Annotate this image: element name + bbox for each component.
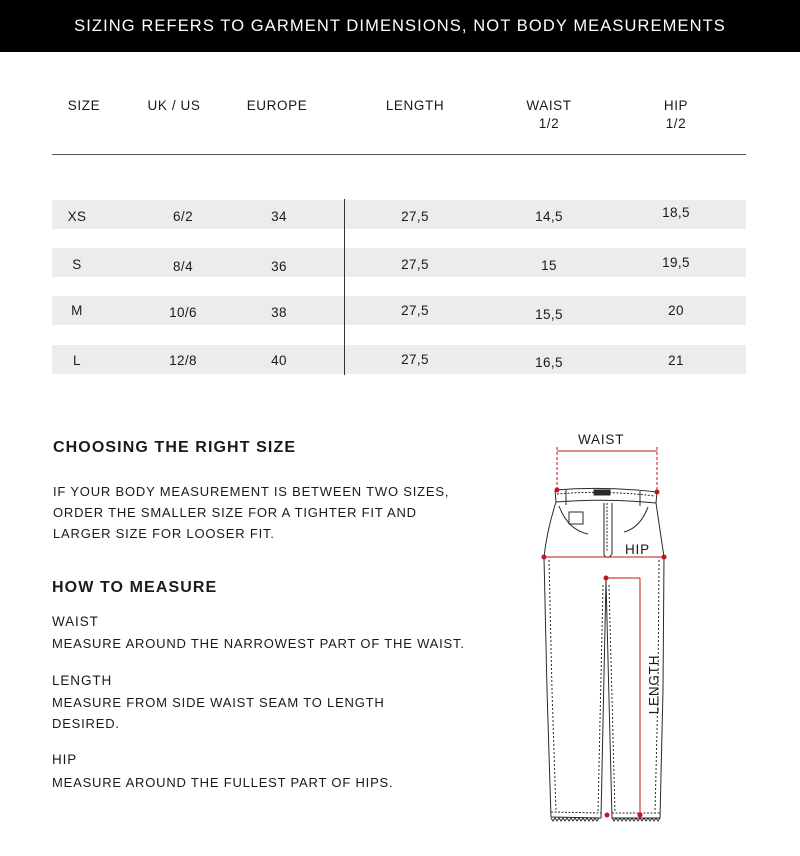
cell-size: L	[73, 353, 81, 368]
cell-ukus: 10/6	[169, 305, 197, 320]
header-hip	[636, 97, 716, 133]
cell-hip: 18,5	[662, 205, 690, 220]
header-waist	[509, 97, 589, 133]
cell-size: M	[71, 303, 83, 318]
cell-length: 27,5	[401, 257, 429, 272]
header-europe-label: EUROPE	[246, 98, 308, 113]
header-size	[58, 97, 110, 115]
length-heading: LENGTH	[52, 673, 113, 688]
header-waist-label: WAIST	[526, 98, 572, 113]
header-waist-sub: 1/2	[538, 116, 560, 131]
cell-hip: 21	[668, 353, 684, 368]
diagram-waist-label: WAIST	[578, 432, 625, 447]
page-banner: SIZING REFERS TO GARMENT DIMENSIONS, NOT BODY MEASUREMENTS	[0, 0, 800, 52]
cell-waist: 15	[541, 258, 557, 273]
hip-line: MEASURE AROUND THE FULLEST PART OF HIPS.	[52, 775, 394, 790]
cell-europe: 40	[271, 353, 287, 368]
choosing-line: IF YOUR BODY MEASUREMENT IS BETWEEN TWO SIZES,	[53, 484, 450, 499]
choosing-line: LARGER SIZE FOR LOOSER FIT.	[53, 526, 275, 541]
cell-waist: 15,5	[535, 307, 563, 322]
cell-europe: 36	[271, 259, 287, 274]
cell-size: XS	[67, 209, 87, 224]
length-line: DESIRED.	[52, 716, 120, 731]
header-size-label: SIZE	[67, 98, 101, 113]
header-ukus	[134, 97, 214, 115]
jeans-outline-icon	[535, 440, 675, 830]
header-ukus-label: UK / US	[147, 98, 201, 113]
choosing-line: ORDER THE SMALLER SIZE FOR A TIGHTER FIT AND	[53, 505, 417, 520]
header-divider	[52, 154, 746, 155]
diagram-hip-label: HIP	[625, 542, 650, 557]
cell-length: 27,5	[401, 209, 429, 224]
header-hip-sub: 1/2	[665, 116, 687, 131]
cell-ukus: 12/8	[169, 353, 197, 368]
how-title: HOW TO MEASURE	[52, 579, 218, 596]
header-hip-label: HIP	[663, 98, 689, 113]
hip-text	[52, 772, 393, 793]
cell-waist: 14,5	[535, 209, 563, 224]
diagram-length-label: LENGTH	[646, 654, 662, 715]
cell-waist: 16,5	[535, 355, 563, 370]
cell-europe: 34	[271, 209, 287, 224]
cell-europe: 38	[271, 305, 287, 320]
header-length-label: LENGTH	[385, 98, 445, 113]
cell-length: 27,5	[401, 303, 429, 318]
header-europe	[237, 97, 317, 115]
waist-line: MEASURE AROUND THE NARROWEST PART OF THE WAIST.	[52, 636, 465, 651]
header-length	[375, 97, 455, 115]
column-divider	[344, 199, 345, 375]
hip-heading: HIP	[52, 752, 78, 767]
cell-ukus: 8/4	[173, 259, 193, 274]
length-text	[52, 692, 385, 734]
length-line: MEASURE FROM SIDE WAIST SEAM TO LENGTH	[52, 695, 385, 710]
waist-heading: WAIST	[52, 614, 99, 629]
cell-hip: 19,5	[662, 255, 690, 270]
cell-hip: 20	[668, 303, 684, 318]
waist-text	[52, 633, 465, 654]
choosing-title: CHOOSING THE RIGHT SIZE	[53, 439, 297, 456]
choosing-text	[53, 481, 449, 544]
cell-ukus: 6/2	[173, 209, 193, 224]
cell-length: 27,5	[401, 352, 429, 367]
cell-size: S	[72, 257, 82, 272]
